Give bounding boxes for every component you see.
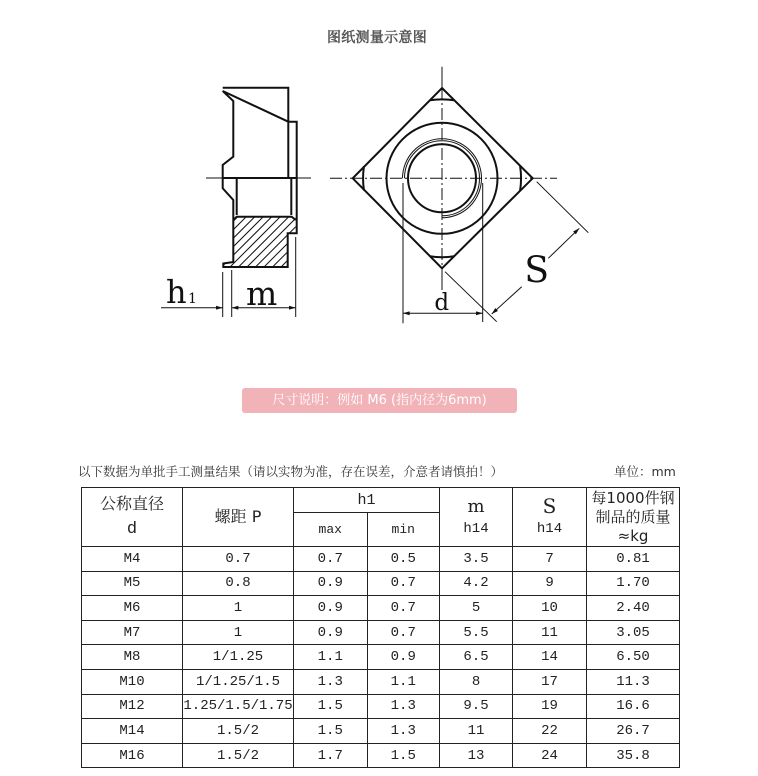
- header-mass-line3: ≈kg: [617, 526, 649, 545]
- cell-h1-min: 0.7: [367, 596, 440, 621]
- cell-nominal-diameter: M7: [82, 620, 183, 645]
- cell-h1-min: 0.7: [367, 620, 440, 645]
- header-mass-line1: 每1000件钢: [591, 488, 675, 507]
- table-row: [82, 743, 680, 768]
- cell-mass: 0.81: [587, 547, 680, 572]
- header-mass-line2: 制品的质量: [595, 507, 671, 526]
- d-label: d: [434, 290, 450, 316]
- cell-nominal-diameter: M12: [82, 694, 183, 719]
- cell-s: 14: [513, 645, 587, 670]
- cell-mass: 2.40: [587, 596, 680, 621]
- cell-m: 13: [440, 743, 513, 768]
- cell-m: 11: [440, 719, 513, 744]
- cell-s: 19: [513, 694, 587, 719]
- cell-pitch: 1.25/1.5/1.75: [183, 694, 294, 719]
- table-row: [82, 620, 680, 645]
- header-h1-max: max: [294, 513, 368, 547]
- table-row: [82, 596, 680, 621]
- cell-pitch: 1: [183, 596, 294, 621]
- cell-h1-max: 1.3: [294, 669, 368, 694]
- header-pitch: [183, 488, 294, 547]
- cell-mass: 11.3: [587, 669, 680, 694]
- cell-h1-min: 1.1: [367, 669, 440, 694]
- table-row: [82, 571, 680, 596]
- header-h1-min: min: [367, 513, 440, 547]
- header-nominal-diameter-symbol: d: [126, 520, 138, 539]
- size-note-banner: 尺寸说明：例如 M6 (指内径为6mm): [242, 388, 517, 413]
- cell-s: 11: [513, 620, 587, 645]
- cell-m: 3.5: [440, 547, 513, 572]
- header-s-tolerance: h14: [536, 520, 563, 537]
- cell-pitch: 1.5/2: [183, 719, 294, 744]
- cell-s: 9: [513, 571, 587, 596]
- cell-h1-max: 1.1: [294, 645, 368, 670]
- header-mass: [587, 488, 680, 547]
- cell-m: 6.5: [440, 645, 513, 670]
- cell-h1-max: 0.9: [294, 596, 368, 621]
- cell-s: 22: [513, 719, 587, 744]
- m-label: m: [246, 274, 278, 313]
- cell-h1-min: 0.9: [367, 645, 440, 670]
- cell-mass: 16.6: [587, 694, 680, 719]
- header-nominal-diameter-label: 公称直径: [99, 494, 164, 513]
- cell-pitch: 1/1.25: [183, 645, 294, 670]
- cell-nominal-diameter: M14: [82, 719, 183, 744]
- cell-h1-min: 0.5: [367, 547, 440, 572]
- header-pitch-label: 螺距 P: [214, 507, 262, 526]
- cell-h1-min: 1.5: [367, 743, 440, 768]
- cell-pitch: 1: [183, 620, 294, 645]
- table-row: [82, 547, 680, 572]
- technical-drawing: [0, 0, 758, 340]
- cell-nominal-diameter: M4: [82, 547, 183, 572]
- cell-mass: 1.70: [587, 571, 680, 596]
- page-title: 图纸测量示意图: [326, 30, 428, 46]
- top-view-drawing: [330, 67, 588, 324]
- cell-s: 7: [513, 547, 587, 572]
- cell-h1-min: 1.3: [367, 694, 440, 719]
- cell-s: 24: [513, 743, 587, 768]
- hatch-section: [166, 210, 347, 280]
- side-view-drawing: [161, 88, 347, 317]
- h1-label-subscript: 1: [188, 291, 197, 307]
- cell-h1-max: 1.5: [294, 694, 368, 719]
- cell-h1-max: 0.7: [294, 547, 368, 572]
- cell-s: 10: [513, 596, 587, 621]
- cell-h1-max: 0.9: [294, 620, 368, 645]
- cell-nominal-diameter: M6: [82, 596, 183, 621]
- cell-h1-max: 1.5: [294, 719, 368, 744]
- cell-nominal-diameter: M8: [82, 645, 183, 670]
- header-m: [440, 488, 513, 547]
- table-row: [82, 694, 680, 719]
- cell-m: 5.5: [440, 620, 513, 645]
- cell-h1-min: 0.7: [367, 571, 440, 596]
- header-nominal-diameter: [82, 488, 183, 547]
- header-row: [82, 488, 680, 513]
- cell-nominal-diameter: M16: [82, 743, 183, 768]
- cell-m: 5: [440, 596, 513, 621]
- header-m-tolerance: h14: [463, 520, 489, 537]
- cell-m: 9.5: [440, 694, 513, 719]
- cell-m: 8: [440, 669, 513, 694]
- header-s-symbol: S: [542, 493, 557, 518]
- h1-label: h: [166, 273, 187, 311]
- cell-mass: 6.50: [587, 645, 680, 670]
- cell-mass: 35.8: [587, 743, 680, 768]
- cell-h1-max: 1.7: [294, 743, 368, 768]
- unit-label: 单位：mm: [614, 464, 676, 479]
- cell-h1-min: 1.3: [367, 719, 440, 744]
- header-m-symbol: m: [467, 495, 485, 517]
- cell-m: 4.2: [440, 571, 513, 596]
- cell-mass: 3.05: [587, 620, 680, 645]
- s-label: S: [524, 250, 550, 292]
- cell-nominal-diameter: M10: [82, 669, 183, 694]
- table-row: [82, 645, 680, 670]
- spec-table: [81, 487, 680, 768]
- measurement-note: 以下数据为单批手工测量结果（请以实物为准，存在误差，介意者请慎拍！）: [78, 464, 504, 479]
- cell-s: 17: [513, 669, 587, 694]
- cell-mass: 26.7: [587, 719, 680, 744]
- cell-pitch: 0.8: [183, 571, 294, 596]
- table-row: [82, 719, 680, 744]
- table-row: [82, 669, 680, 694]
- header-h1: h1: [294, 488, 440, 513]
- cell-nominal-diameter: M5: [82, 571, 183, 596]
- cell-pitch: 1.5/2: [183, 743, 294, 768]
- cell-pitch: 1/1.25/1.5: [183, 669, 294, 694]
- header-s: [513, 488, 587, 547]
- bore-lines: [233, 178, 295, 220]
- cell-h1-max: 0.9: [294, 571, 368, 596]
- cell-pitch: 0.7: [183, 547, 294, 572]
